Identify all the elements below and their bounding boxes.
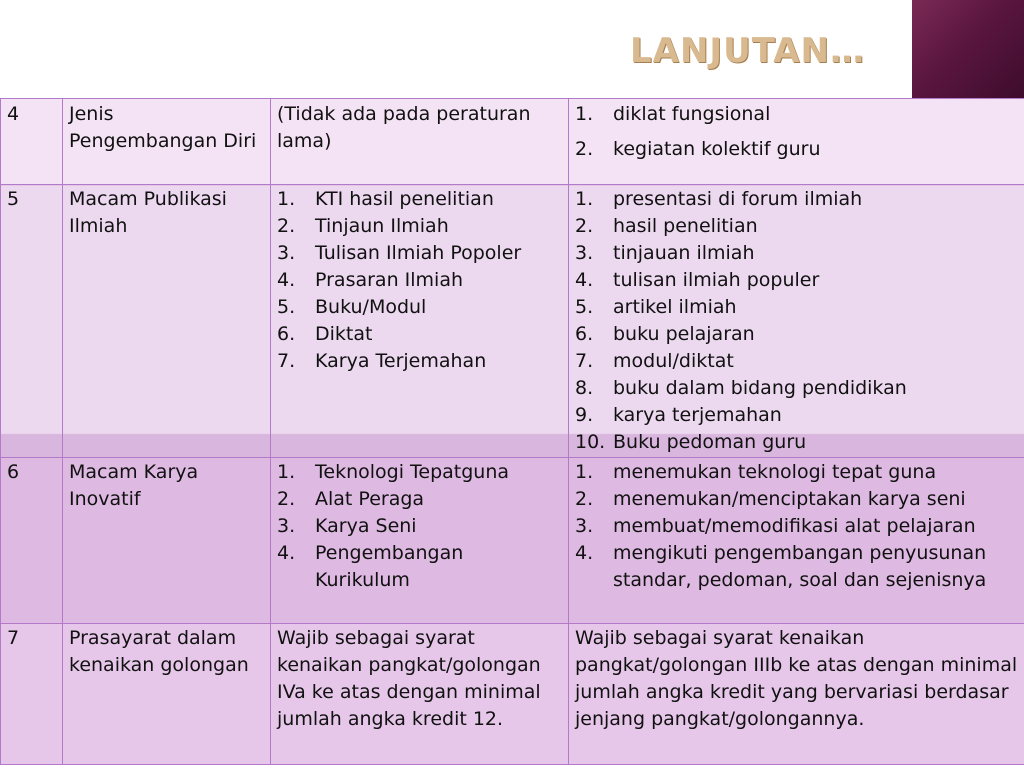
old-rule-cell [271,185,569,458]
old-rule-cell: (Tidak ada pada peraturan lama) [271,99,569,185]
list-item: 10. Buku pedoman guru [575,431,807,453]
list-item: 1. KTI hasil penelitian [277,188,494,210]
list-item: 2. menemukan/menciptakan karya seni [575,488,966,510]
row-number: 5 [1,185,63,458]
table-row [1,624,1024,765]
comparison-table [0,98,1024,765]
list-item: 3. Tulisan Ilmiah Popoler [277,242,522,264]
slide-title: LANJUTAN… [630,31,866,71]
list-item: 1. menemukan teknologi tepat guna [575,461,937,483]
list-item: 1. diklat fungsional [575,103,771,125]
new-rule-list [575,101,1018,163]
list-item: 4. tulisan ilmiah populer [575,269,820,291]
old-rule-list [277,186,562,375]
list-item: 6. Diktat [277,323,373,345]
aspect-cell: Prasayarat dalam kenaikan golongan [63,624,271,765]
old-rule-list [277,459,562,594]
list-item: 3. Karya Seni [277,515,417,537]
table-row [1,458,1024,624]
list-item: 1. Teknologi Tepatguna [277,461,510,483]
aspect-cell: Jenis Pengembangan Diri [63,99,271,185]
list-item: 2. kegiatan kolektif guru [575,138,821,160]
table-row [1,185,1024,458]
list-item: 8. buku dalam bidang pendidikan [575,377,907,399]
aspect-cell: Macam Karya Inovatif [63,458,271,624]
list-item: 4. Prasaran Ilmiah [277,269,464,291]
new-rule-list [575,459,1018,594]
old-rule-cell [271,458,569,624]
list-item: 2. Tinjaun Ilmiah [277,215,449,237]
list-item: 7. modul/diktat [575,350,734,372]
row-number: 4 [1,99,63,185]
new-rule-cell: Wajib sebagai syarat kenaikan pangkat/golongan IIIb ke atas dengan minimal jumlah angka kredit yang bervariasi berdasar jenjang pangkat/golongannya. [569,624,1024,765]
new-rule-cell [569,458,1024,624]
list-item: 4. mengikuti pengembangan penyusunan standar, pedoman, soal dan sejenisnya [575,542,987,591]
new-rule-list [575,186,1018,456]
table-row [1,99,1024,185]
list-item: 6. buku pelajaran [575,323,755,345]
list-item: 4. Pengembangan Kurikulum [277,542,464,591]
aspect-cell: Macam Publikasi Ilmiah [63,185,271,458]
list-item: 2. hasil penelitian [575,215,758,237]
list-item: 9. karya terjemahan [575,404,782,426]
list-item: 2. Alat Peraga [277,488,425,510]
list-item: 7. Karya Terjemahan [277,350,487,372]
new-rule-cell [569,99,1024,185]
list-item: 1. presentasi di forum ilmiah [575,188,863,210]
list-item: 5. artikel ilmiah [575,296,737,318]
corner-decoration [912,0,1024,98]
row-number: 7 [1,624,63,765]
list-item: 3. tinjauan ilmiah [575,242,755,264]
list-item: 3. membuat/memodifikasi alat pelajaran [575,515,976,537]
old-rule-cell: Wajib sebagai syarat kenaikan pangkat/golongan IVa ke atas dengan minimal jumlah angka kredit 12. [271,624,569,765]
new-rule-cell [569,185,1024,458]
list-item: 5. Buku/Modul [277,296,427,318]
row-number: 6 [1,458,63,624]
